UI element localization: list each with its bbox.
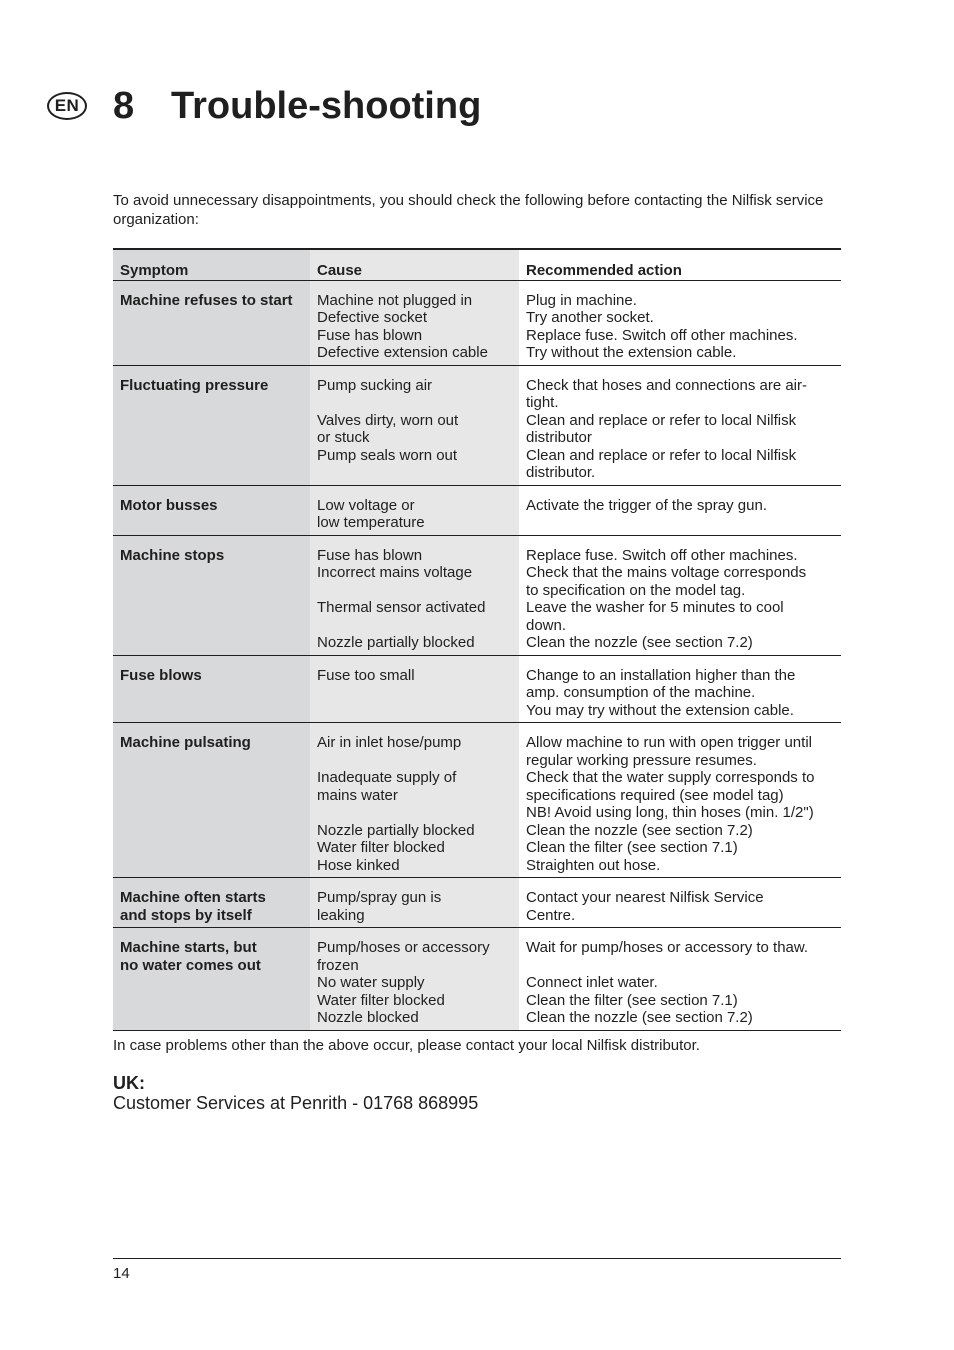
symptom-line: Fluctuating pressure — [120, 376, 269, 394]
cause-cell — [310, 535, 519, 655]
cause-cell — [310, 280, 519, 365]
uk-label: UK: — [113, 1073, 145, 1093]
table-row — [113, 723, 841, 878]
table-body — [113, 280, 841, 1030]
symptom-line: Machine pulsating — [120, 734, 251, 751]
cause-line: No water supply — [317, 974, 425, 991]
action-cell — [519, 365, 841, 485]
cause-line: mains water — [317, 786, 398, 804]
action-line: specifications required (see model tag) — [526, 786, 784, 804]
page-title — [113, 80, 481, 132]
footer-divider — [113, 1258, 841, 1259]
action-line: Straighten out hose. — [526, 856, 661, 874]
symptom-line: Motor busses — [120, 496, 218, 514]
chapter-title: Trouble-shooting — [171, 85, 482, 127]
closing-paragraph: In case problems other than the above occur, please contact your local Nilfisk distributor. — [113, 1037, 700, 1054]
action-line: Plug in machine. — [526, 291, 637, 309]
cause-line: Nozzle partially blocked — [317, 634, 475, 651]
symptom-line: Machine stops — [120, 546, 225, 564]
action-line: regular working pressure resumes. — [526, 751, 757, 769]
cause-line: Defective extension cable — [317, 344, 488, 361]
symptom-cell — [113, 655, 310, 723]
action-line: Try without the extension cable. — [526, 344, 737, 361]
cause-line: Hose kinked — [317, 856, 400, 874]
action-line: Try another socket. — [526, 309, 654, 326]
cause-line: Pump sucking air — [317, 376, 433, 394]
symptom-line: no water comes out — [120, 956, 261, 974]
action-cell — [519, 485, 841, 535]
cause-line — [317, 582, 512, 600]
symptom-line: Fuse blows — [120, 666, 202, 684]
action-line: Check that the mains voltage corresponds — [526, 564, 807, 581]
symptom-cell — [113, 280, 310, 365]
symptom-cell — [113, 878, 310, 928]
language-badge-label: EN — [54, 96, 80, 115]
action-line: Activate the trigger of the spray gun. — [526, 496, 767, 514]
action-cell — [519, 535, 841, 655]
action-line: Change to an installation higher than the — [526, 666, 796, 684]
symptom-line: and stops by itself — [120, 906, 252, 924]
symptom-cell — [113, 928, 310, 1031]
cause-line: Water filter blocked — [317, 839, 445, 856]
table-row — [113, 655, 841, 723]
table-row — [113, 535, 841, 655]
cause-line: Fuse has blown — [317, 326, 423, 344]
cause-line: Air in inlet hose/pump — [317, 734, 462, 751]
cause-line: Pump/hoses or accessory — [317, 939, 490, 956]
table-header-row — [113, 249, 841, 280]
action-line: Check that hoses and connections are air- — [526, 376, 807, 394]
cause-line: Defective socket — [317, 309, 428, 326]
cause-line: low temperature — [317, 514, 425, 531]
action-line: Clean and replace or refer to local Nilfisk — [526, 446, 797, 464]
symptom-line: Machine starts, but — [120, 939, 257, 956]
cause-line: Nozzle blocked — [317, 1009, 419, 1026]
action-line: down. — [526, 616, 567, 634]
cause-line — [317, 804, 512, 822]
cause-line: Machine not plugged in — [317, 291, 473, 309]
symptom-cell — [113, 485, 310, 535]
cause-line: Fuse too small — [317, 666, 415, 684]
language-badge — [47, 92, 87, 120]
action-line: Contact your nearest Nilfisk Service — [526, 889, 764, 906]
action-cell — [519, 723, 841, 878]
page-number: 14 — [113, 1265, 130, 1282]
cause-line: Inadequate supply of — [317, 769, 457, 786]
action-cell — [519, 655, 841, 723]
action-line: Replace fuse. Switch off other machines. — [526, 326, 798, 344]
action-line: Clean and replace or refer to local Nilfisk — [526, 411, 797, 429]
chapter-number: 8 — [113, 85, 135, 127]
symptom-cell — [113, 365, 310, 485]
table-row — [113, 878, 841, 928]
symptom-line: Machine often starts — [120, 889, 266, 906]
action-line: amp. consumption of the machine. — [526, 684, 756, 701]
cause-line — [317, 752, 512, 770]
action-line — [526, 957, 834, 975]
cause-line: or stuck — [317, 429, 370, 446]
cause-line: Low voltage or — [317, 496, 415, 514]
column-header-action: Recommended action — [519, 249, 841, 280]
cause-line: Pump/spray gun is — [317, 889, 442, 906]
cause-line: Nozzle partially blocked — [317, 821, 475, 839]
action-line: Clean the nozzle (see section 7.2) — [526, 821, 753, 839]
action-line: Leave the washer for 5 minutes to cool — [526, 599, 784, 616]
action-line: Clean the nozzle (see section 7.2) — [526, 634, 753, 651]
cause-line — [317, 617, 512, 635]
table-row — [113, 280, 841, 365]
action-line: Clean the nozzle (see section 7.2) — [526, 1009, 753, 1026]
cause-line: Valves dirty, worn out — [317, 411, 459, 429]
cause-cell — [310, 655, 519, 723]
action-line: Centre. — [526, 906, 576, 924]
cause-line: Water filter blocked — [317, 991, 445, 1009]
action-line: distributor — [526, 429, 592, 446]
action-line: Replace fuse. Switch off other machines. — [526, 546, 798, 564]
action-cell — [519, 280, 841, 365]
action-line: to specification on the model tag. — [526, 581, 746, 599]
column-header-symptom: Symptom — [113, 249, 310, 280]
action-cell — [519, 928, 841, 1031]
uk-contact-line: Customer Services at Penrith - 01768 868995 — [113, 1093, 479, 1113]
action-line: Check that the water supply corresponds to — [526, 769, 815, 786]
cause-cell — [310, 485, 519, 535]
cause-line: Pump seals worn out — [317, 446, 458, 464]
symptom-cell — [113, 723, 310, 878]
cause-line: Incorrect mains voltage — [317, 564, 473, 581]
action-line: NB! Avoid using long, thin hoses (min. 1/2") — [526, 804, 814, 821]
action-line: distributor. — [526, 464, 596, 481]
table-row — [113, 485, 841, 535]
cause-cell — [310, 878, 519, 928]
symptom-cell — [113, 535, 310, 655]
table-row — [113, 365, 841, 485]
cause-line: Thermal sensor activated — [317, 599, 486, 616]
cause-line — [317, 394, 512, 412]
action-cell — [519, 878, 841, 928]
cause-line: Fuse has blown — [317, 546, 423, 564]
action-line: Clean the filter (see section 7.1) — [526, 839, 738, 856]
action-line: Allow machine to run with open trigger until — [526, 734, 812, 751]
symptom-line: Machine refuses to start — [120, 291, 293, 309]
cause-line: leaking — [317, 906, 365, 924]
action-line: tight. — [526, 394, 559, 411]
troubleshooting-table — [113, 248, 841, 1031]
action-line: Clean the filter (see section 7.1) — [526, 991, 738, 1009]
action-line: Connect inlet water. — [526, 974, 658, 991]
table-row — [113, 928, 841, 1031]
cause-line: frozen — [317, 956, 359, 974]
action-line: Wait for pump/hoses or accessory to thaw. — [526, 939, 809, 956]
cause-cell — [310, 928, 519, 1031]
intro-paragraph: To avoid unnecessary disappointments, you should check the following before contacting the Nilfisk service organization: — [113, 192, 824, 228]
cause-cell — [310, 365, 519, 485]
cause-cell — [310, 723, 519, 878]
action-line: You may try without the extension cable. — [526, 701, 794, 719]
column-header-cause: Cause — [310, 249, 519, 280]
